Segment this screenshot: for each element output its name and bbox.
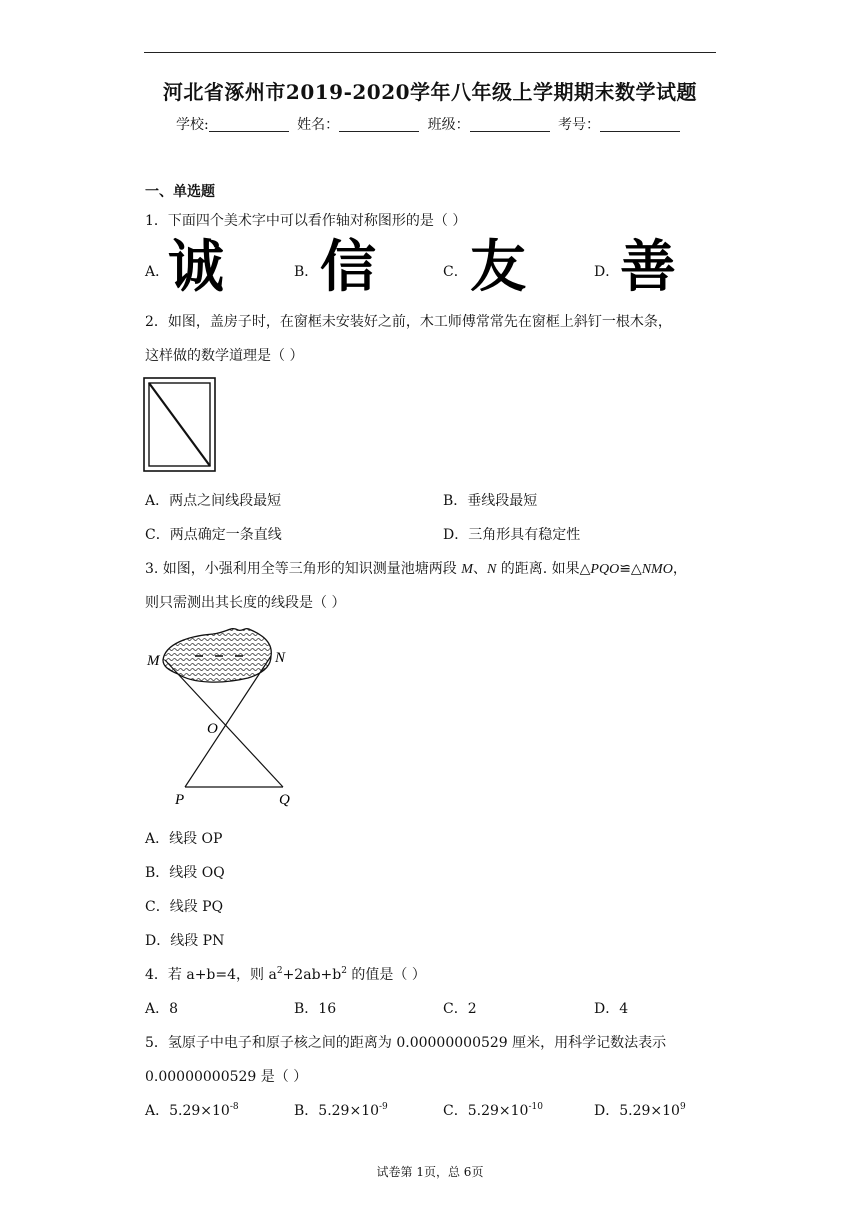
q4-option-c: C．2	[443, 1001, 477, 1017]
q1-option-b-label: B．	[294, 264, 319, 280]
q4-option-d: D．4	[594, 1001, 629, 1017]
q5-option-a	[145, 1100, 239, 1120]
q1-option-b-glyph: 信	[320, 235, 376, 300]
header-rule	[144, 52, 716, 53]
school-blank	[209, 117, 289, 132]
q1-option-c-glyph: 友	[470, 235, 526, 300]
q5-c-exp: -10	[528, 1102, 543, 1112]
q3-option-c: C．线段 PQ	[145, 899, 224, 915]
q4-text-a: 4．若 a+b=4，则 a	[145, 967, 277, 983]
q4-option-b: B．16	[294, 1001, 337, 1017]
q1-option-a-label: A．	[145, 264, 170, 280]
q1-option-a-glyph: 诚	[168, 235, 224, 300]
name-blank	[339, 117, 419, 132]
diagonal-brace	[149, 383, 210, 466]
q3-option-a: A．线段 OP	[145, 831, 223, 847]
label-q: Q	[279, 792, 290, 808]
page-footer: 试卷第 1页，总 6页	[376, 1165, 484, 1179]
q5-b-base: B．5.29×10	[294, 1103, 380, 1119]
question-4-stem	[145, 964, 426, 984]
q5-a-base: A．5.29×10	[145, 1103, 230, 1119]
q3-option-d: D．线段 PN	[145, 933, 225, 949]
q5-b-exp: -9	[379, 1102, 388, 1112]
q2-option-d: D．三角形具有稳定性	[443, 527, 581, 543]
q5-d-base: D．5.29×10	[594, 1103, 680, 1119]
school-label: 学校:	[175, 117, 209, 133]
pond-triangle-figure	[143, 622, 308, 812]
label-m: M	[147, 653, 160, 669]
question-3-stem-line2: 则只需测出其长度的线段是（ ）	[145, 595, 346, 611]
question-3-stem-line1	[145, 558, 687, 578]
q5-a-exp: -8	[229, 1102, 239, 1112]
question-5-stem-line1: 5．氢原子中电子和原子核之间的距离为 0.00000000529 厘米，用科学记数法表示	[145, 1035, 667, 1051]
q4-sup-2: 2	[341, 966, 347, 976]
number-label: 考号：	[558, 117, 601, 133]
q4-option-a: A．8	[145, 1001, 179, 1017]
q1-option-d-glyph: 善	[620, 235, 676, 300]
q5-option-c	[443, 1100, 543, 1120]
q4-text-c: 的值是（ ）	[346, 967, 426, 983]
q1-option-d-label: D．	[594, 264, 620, 280]
q3-var-m: M	[461, 562, 473, 577]
question-5-stem-line2: 0.00000000529 是（ ）	[145, 1069, 308, 1085]
class-label: 班级：	[427, 117, 470, 133]
q3-text-b: 、	[472, 561, 487, 577]
question-2-stem-line2: 这样做的数学道理是（ ）	[145, 348, 304, 364]
exam-title: 河北省涿州市2019-2020学年八年级上学期期末数学试题	[162, 80, 698, 104]
q3-text-c: 的距离. 如果△	[496, 561, 591, 577]
name-label: 姓名：	[297, 117, 340, 133]
q3-option-b: B．线段 OQ	[145, 865, 225, 881]
question-2-stem-line1: 2．如图，盖房子时，在窗框未安装好之前，木工师傅常常先在窗框上斜钉一根木条，	[145, 314, 672, 330]
q5-option-d	[594, 1100, 686, 1120]
q3-var-nmo: NMO	[641, 562, 673, 577]
number-blank	[600, 117, 680, 132]
q4-text-b: +2ab+b	[282, 967, 342, 983]
student-info-line	[0, 114, 860, 134]
q5-c-base: C．5.29×10	[443, 1103, 529, 1119]
label-p: P	[175, 792, 185, 808]
q3-text-e: ，	[672, 561, 687, 577]
q3-text-d: ≌△	[619, 561, 642, 577]
q2-option-a: A．两点之间线段最短	[145, 493, 282, 509]
label-o: O	[207, 721, 218, 737]
q1-option-c-label: C．	[443, 264, 468, 280]
window-frame-figure	[143, 377, 217, 473]
q2-option-c: C．两点确定一条直线	[145, 527, 282, 543]
q3-var-n: N	[486, 562, 497, 577]
section-title: 一、单选题	[145, 184, 215, 200]
q5-option-b	[294, 1100, 388, 1120]
class-blank	[470, 117, 550, 132]
q4-sup-1: 2	[276, 966, 283, 976]
q5-d-exp: 9	[679, 1102, 686, 1112]
q2-option-b: B．垂线段最短	[443, 493, 538, 509]
label-n: N	[275, 650, 286, 666]
q3-text-a: 3. 如图，小强利用全等三角形的知识测量池塘两段	[145, 561, 462, 577]
question-1-stem: 1．下面四个美术字中可以看作轴对称图形的是（ ）	[145, 213, 467, 229]
q3-var-pqo: PQO	[590, 562, 620, 577]
